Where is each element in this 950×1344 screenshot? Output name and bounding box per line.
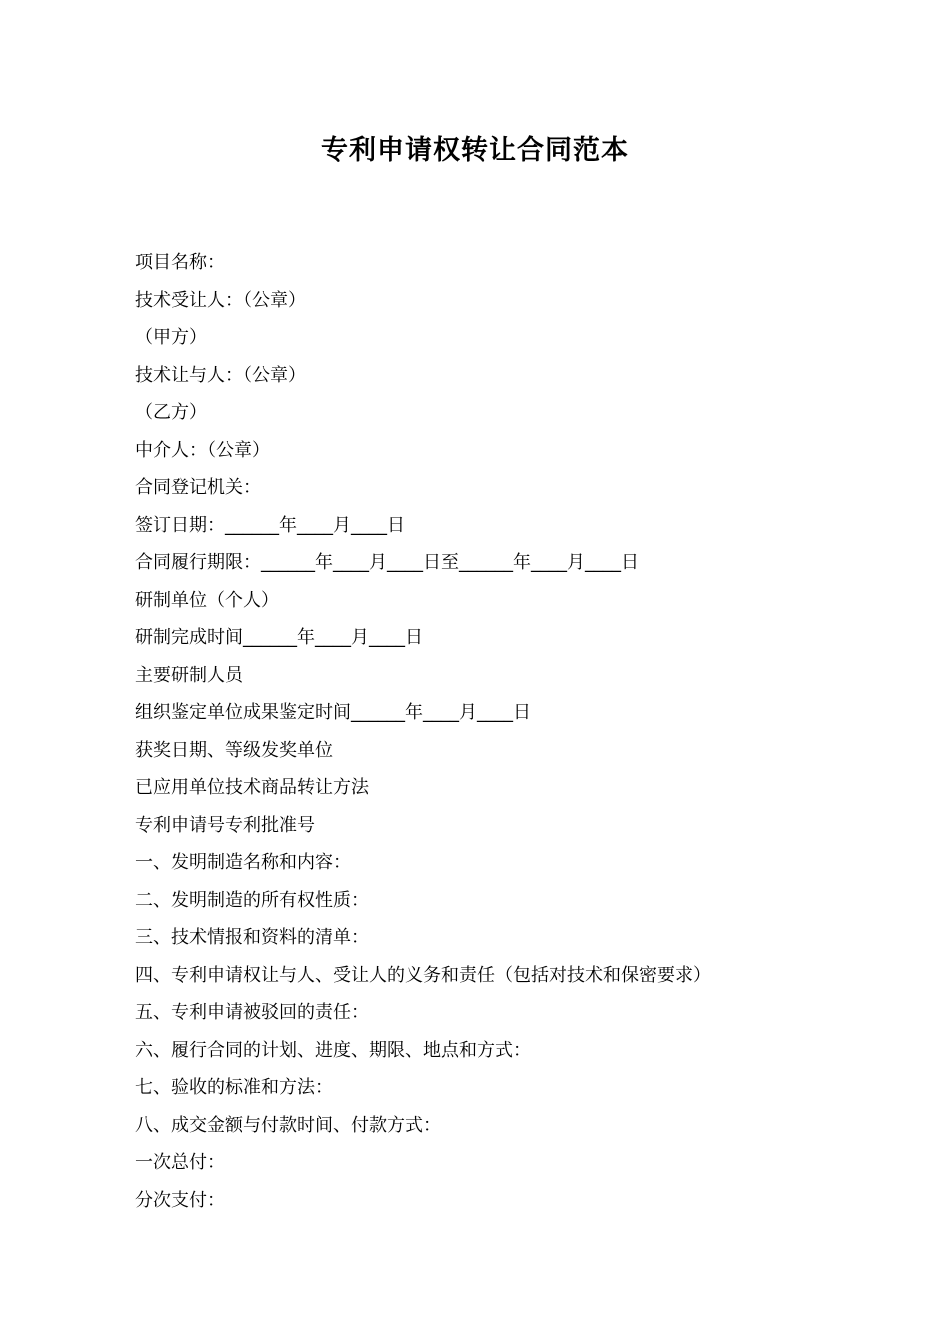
clause-4: 四、专利申请权让与人、受让人的义务和责任（包括对技术和保密要求） — [135, 964, 711, 986]
payment-installments: 分次支付： — [135, 1189, 225, 1211]
field-party-b: （乙方） — [135, 402, 207, 423]
field-award: 获奖日期、等级发奖单位 — [135, 739, 333, 761]
field-completion-time: 研制完成时间______年____月____日 — [135, 627, 423, 648]
clause-1: 一、发明制造名称和内容： — [135, 852, 351, 873]
field-project-name: 项目名称： — [135, 252, 225, 273]
field-transferor: 技术让与人：（公章） — [135, 364, 306, 386]
field-main-developers: 主要研制人员 — [135, 664, 243, 686]
field-applied-units: 已应用单位技术商品转让方法 — [135, 777, 369, 798]
clause-6: 六、履行合同的计划、进度、期限、地点和方式： — [135, 1039, 531, 1061]
field-appraisal: 组织鉴定单位成果鉴定时间______年____月____日 — [135, 702, 531, 723]
document-body — [135, 244, 855, 1219]
field-performance-period: 合同履行期限：______年____月____日至______年____月____日 — [135, 552, 639, 573]
field-registration-authority: 合同登记机关： — [135, 477, 261, 498]
clause-7: 七、验收的标准和方法： — [135, 1077, 333, 1098]
field-patent-numbers: 专利申请号专利批准号 — [135, 814, 315, 836]
field-intermediary: 中介人：（公章） — [135, 439, 270, 461]
field-party-a: （甲方） — [135, 327, 207, 348]
field-transferee: 技术受让人：（公章） — [135, 289, 306, 311]
document-title: 专利申请权转让合同范本 — [321, 135, 629, 166]
field-developer: 研制单位（个人） — [135, 589, 279, 611]
clause-5: 五、专利申请被驳回的责任： — [135, 1002, 369, 1023]
clause-8: 八、成交金额与付款时间、付款方式： — [135, 1114, 441, 1136]
payment-lump-sum: 一次总付： — [135, 1152, 225, 1173]
field-signing-date: 签订日期：______年____月____日 — [135, 514, 405, 536]
clause-3: 三、技术情报和资料的清单： — [135, 927, 369, 948]
clause-2: 二、发明制造的所有权性质： — [135, 889, 369, 911]
